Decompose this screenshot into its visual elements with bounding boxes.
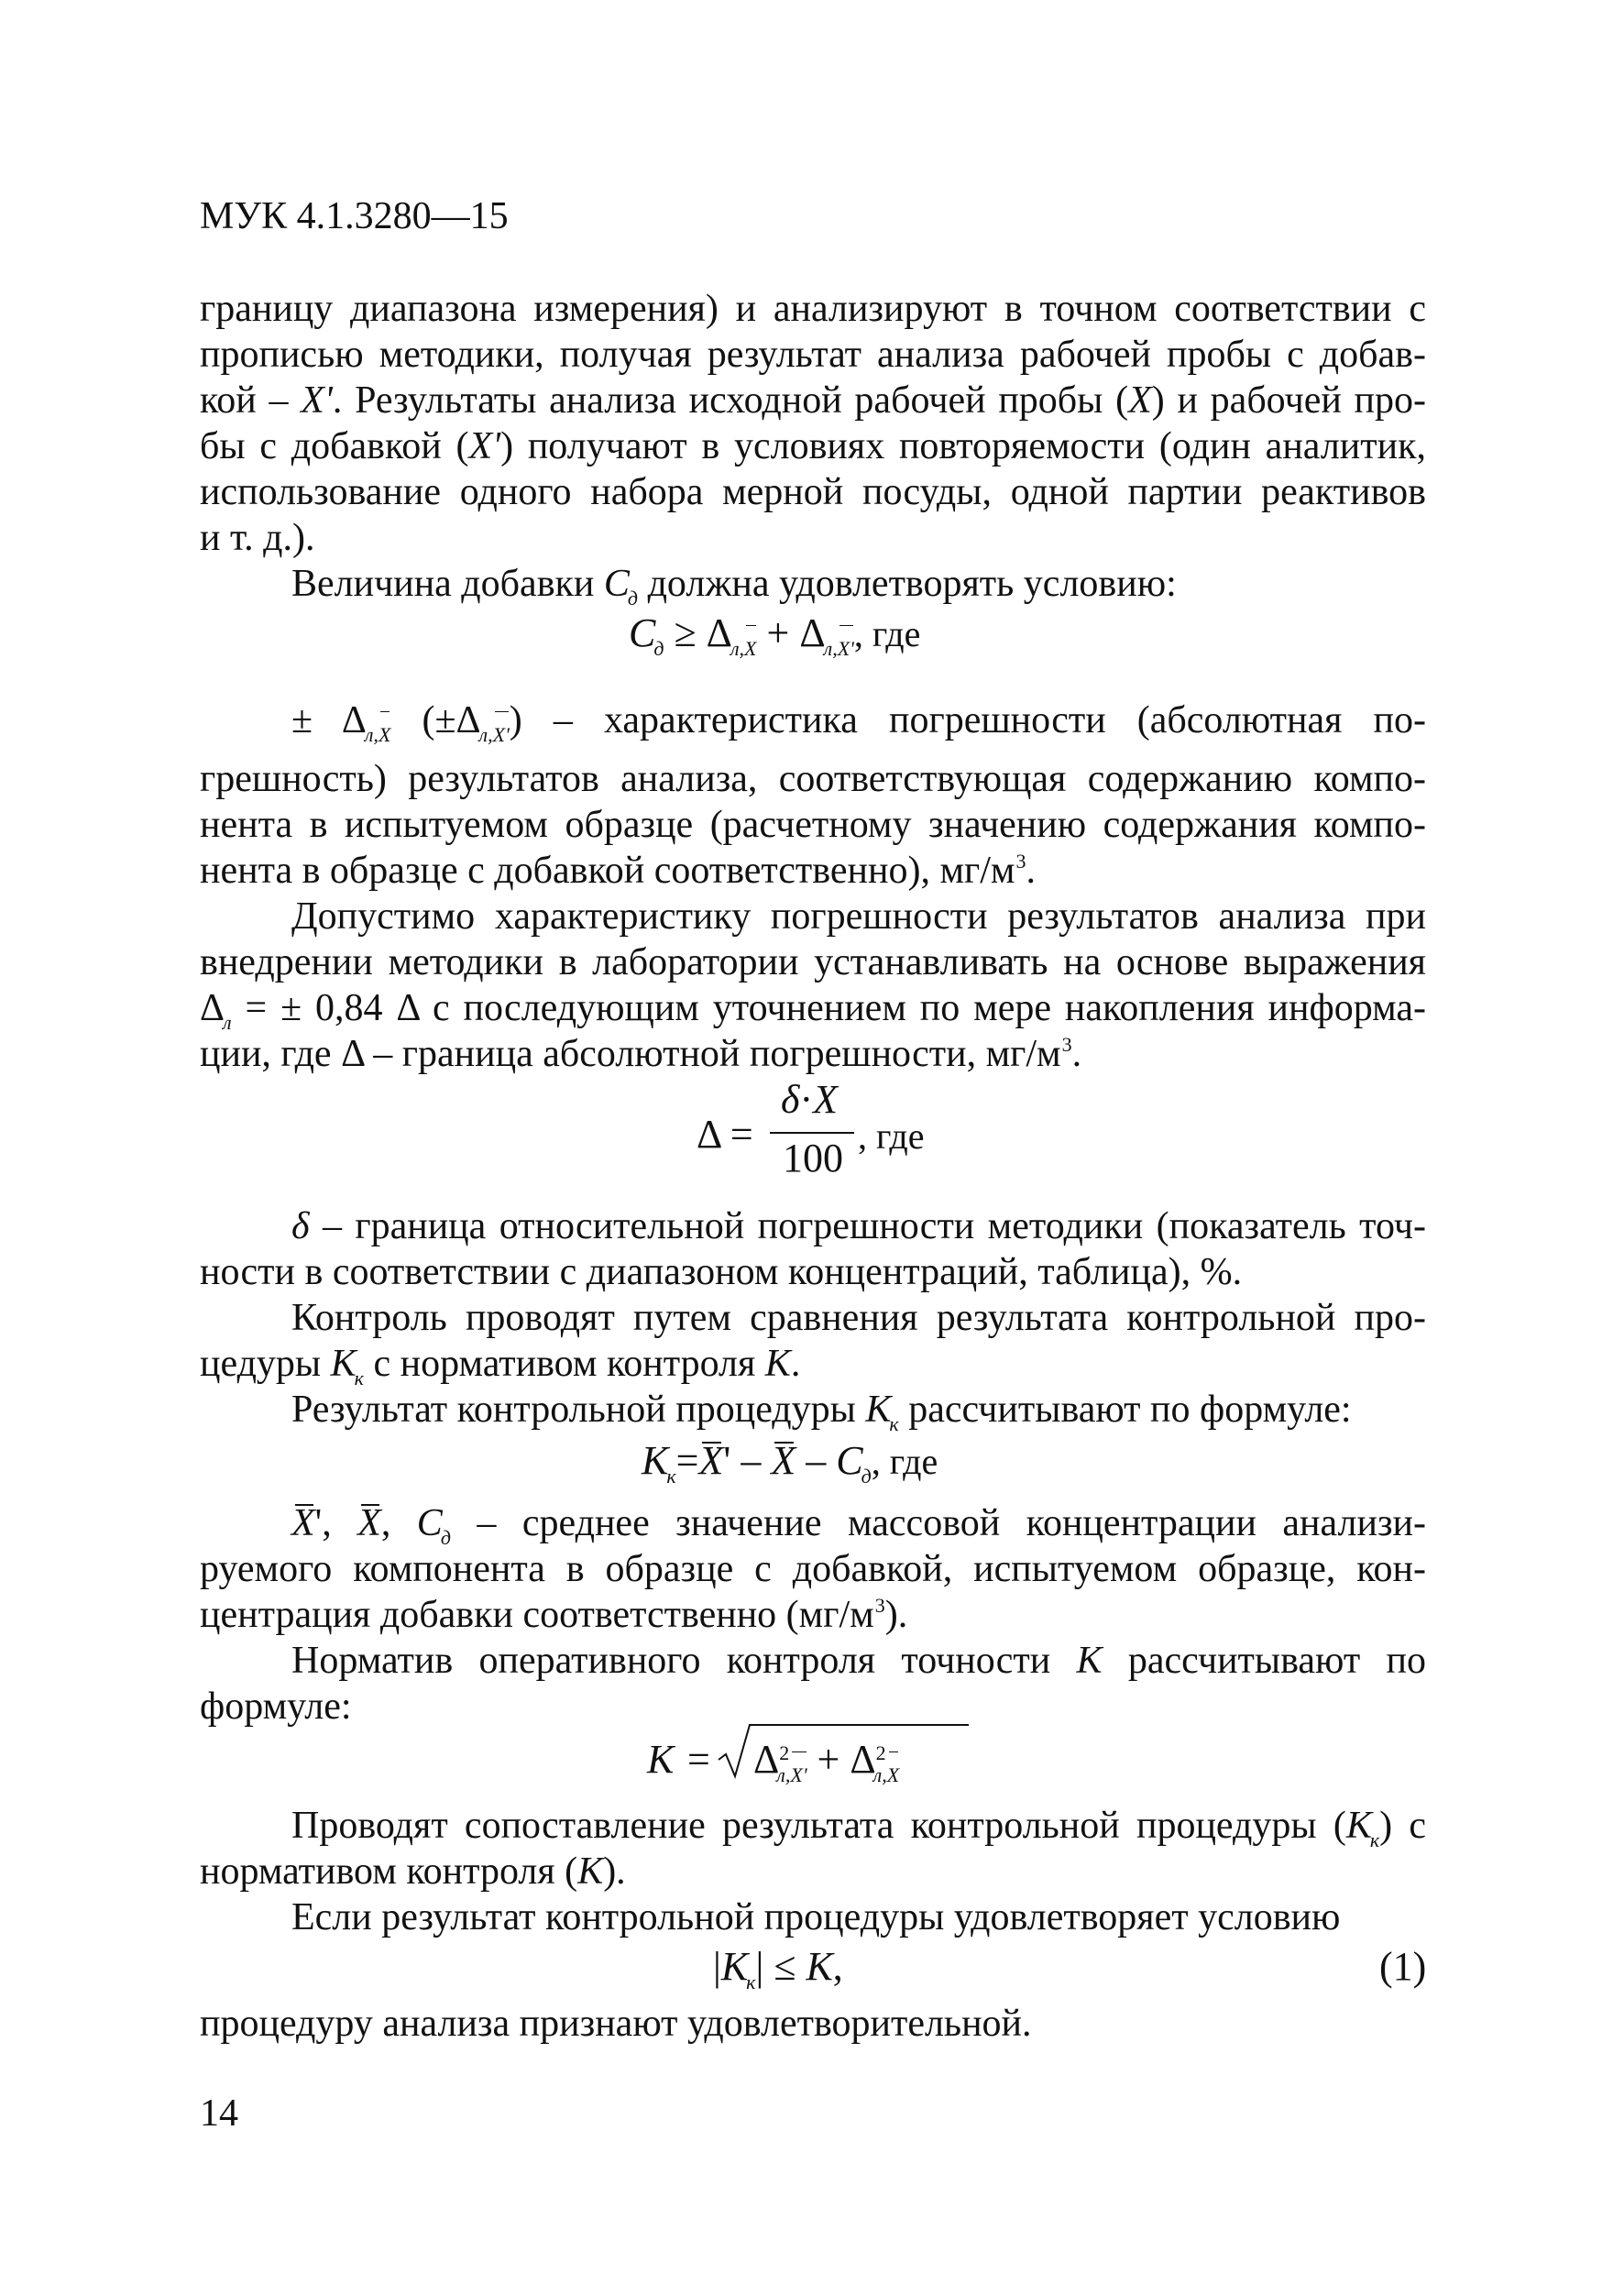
paragraph-line: нента в испытуемом образце (расчетному значению содержания компо- [200, 804, 1426, 846]
paragraph-line: нормативом контроля (K). [200, 1850, 626, 1893]
paragraph-line: и т. д.). [200, 517, 315, 559]
paragraph-line: Проводят сопоставление результата контрольной процедуры $(K_к)$ с [291, 1805, 1426, 1851]
paragraph-line: $\Delta_л$ = ± 0,84 Δ с последующим уточнением по мере накопления информа- [200, 987, 1426, 1034]
paragraph-line: формуле: [200, 1686, 352, 1728]
paragraph-line: ности в соответствии с диапазоном концентраций, таблица), %. [200, 1251, 1243, 1293]
paragraph-line: центрация добавки соответственно $(мг/м^3)$. [200, 1594, 908, 1636]
sqrt-icon [717, 1723, 753, 1780]
paragraph-line: Если результат контрольной процедуры удовлетворяет условию [291, 1896, 1341, 1938]
paragraph-line: Контроль проводят путем сравнения результата контрольной про- [291, 1297, 1426, 1339]
paragraph-line: цедуры $K_к$ с нормативом контроля K. [200, 1343, 801, 1389]
paragraph-line: границу диапазона измерения) и анализируют в точном соответствии с [200, 288, 1426, 330]
paragraph-line: внедрении методики в лаборатории устанавливать на основе выражения [200, 941, 1426, 983]
paragraph-line: кой – X'. Результаты анализа исходной рабочей пробы (X) и рабочей про- [200, 379, 1427, 422]
formula-control-standard: K = $\Delta^2_{л,X'} + \Delta^2_{л,X}$ [647, 1723, 977, 1787]
paragraph-line: грешность) результатов анализа, соответствующая содержанию компо- [200, 758, 1426, 800]
formula-absolute-error: Δ = δ·X 100 , где [697, 1077, 925, 1180]
paragraph-line: процедуру анализа признают удовлетворительной. [200, 2003, 1032, 2045]
paragraph-line: руемого компонента в образце с добавкой, испытуемом образце, кон- [200, 1548, 1426, 1590]
fraction-bar [770, 1132, 854, 1134]
paragraph-line: Допустимо характеристику погрешности результатов анализа при [291, 895, 1426, 938]
paragraph-line: ± $\Delta_{л,X}$ $(\pm\Delta_{л,X'})$ – характеристика погрешности (абсолютная по- [291, 698, 1426, 748]
formula-condition: $|K_к| \le K$, [713, 1944, 843, 1993]
paragraph-line: δ – граница относительной погрешности методики (показатель точ- [291, 1205, 1426, 1247]
paragraph-line: использование одного набора мерной посуды, одной партии реактивов [200, 471, 1426, 513]
paragraph-line: X', X, $C_д$ – среднее значение массовой концентрации анализи- [291, 1502, 1427, 1549]
document-code: МУК 4.1.3280—15 [200, 195, 509, 237]
sqrt-bar [749, 1724, 969, 1726]
paragraph-line: нента в образце с добавкой соответственно), $мг/м^3$. [200, 850, 1037, 892]
paragraph-line: Результат контрольной процедуры $K_к$ рассчитывают по формуле: [291, 1389, 1352, 1435]
page-number: 14 [200, 2092, 238, 2135]
paragraph-line: бы с добавкой (X') получают в условиях повторяемости (один аналитик, [200, 425, 1426, 467]
paragraph-line: прописью методики, получая результат анализа рабочей пробы с добав- [200, 334, 1426, 376]
formula-control-result: $K_к=X' - X - C_д$, где [642, 1438, 938, 1488]
paragraph-line: Норматив оперативного контроля точности K рассчитывают по [291, 1640, 1426, 1682]
paragraph-line: ции, где Δ – граница абсолютной погрешности, $мг/м^3$. [200, 1033, 1082, 1075]
formula-additive-condition: $C_д \ge \Delta_{л,X} + \Delta_{л,X'}$, где [629, 611, 920, 662]
equation-number: (1) [1379, 1944, 1427, 1989]
paragraph-line: Величина добавки $C_д$ должна удовлетворять условию: [291, 563, 1177, 609]
